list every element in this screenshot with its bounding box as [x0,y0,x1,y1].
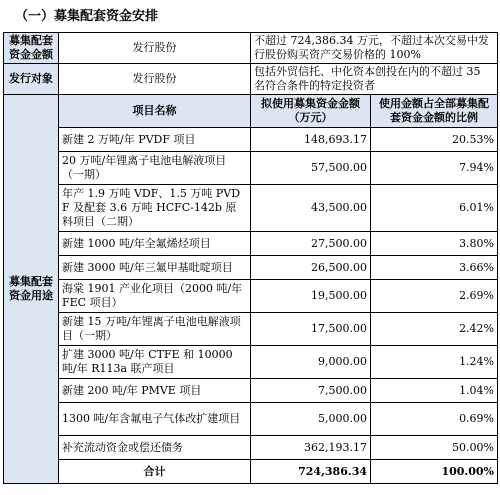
project-name: 新建 15 万吨/年锂离子电池电解液项目（一期） [59,313,251,346]
row-fund-amount [4,33,498,64]
table-row [4,152,498,185]
project-ratio: 7.94% [371,152,498,185]
category-issue-target: 发行股份 [59,64,251,95]
table-row [4,379,498,403]
table-row [4,256,498,280]
project-name: 新建 200 吨/年 PMVE 项目 [59,379,251,403]
project-amount: 7,500.00 [251,379,371,403]
project-ratio: 50.00% [371,436,498,460]
table-row [4,436,498,460]
description-issue-target: 包括外贸信托、中化资本创投在内的不超过 35 名符合条件的特定投资者 [251,64,498,95]
project-ratio: 3.66% [371,256,498,280]
project-amount: 9,000.00 [251,346,371,379]
project-ratio: 1.24% [371,346,498,379]
project-amount: 27,500.00 [251,232,371,256]
project-ratio: 0.69% [371,403,498,436]
project-name: 年产 1.9 万吨 VDF、1.5 万吨 PVDF 及配套 3.6 万吨 HCFC-142b 原料项目（二期） [59,185,251,232]
usage-header-row [4,95,498,128]
section-title: （一）募集配套资金安排 [15,9,159,24]
project-amount: 57,500.00 [251,152,371,185]
project-name: 海棠 1901 产业化项目（2000 吨/年 FEC 项目） [59,280,251,313]
row-issue-target [4,64,498,95]
total-row [4,460,498,484]
table-row [4,403,498,436]
category-fund-amount: 发行股份 [59,33,251,64]
table-row [4,185,498,232]
project-name: 扩建 3000 吨/年 CTFE 和 10000 吨/年 R113a 联产项目 [59,346,251,379]
table-row [4,313,498,346]
label-issue-target: 发行对象 [4,64,59,95]
project-amount: 43,500.00 [251,185,371,232]
project-amount: 17,500.00 [251,313,371,346]
project-amount: 26,500.00 [251,256,371,280]
total-amount: 724,386.34 [251,460,371,484]
project-ratio: 2.42% [371,313,498,346]
project-name: 20 万吨/年锂离子电池电解液项目（一期） [59,152,251,185]
table-row [4,232,498,256]
label-fund-amount: 募集配套资金金额 [4,33,59,64]
project-ratio: 20.53% [371,128,498,152]
project-name: 新建 1000 吨/年全氟烯烃项目 [59,232,251,256]
project-ratio: 2.69% [371,280,498,313]
project-ratio: 1.04% [371,379,498,403]
project-amount: 5,000.00 [251,403,371,436]
header-ratio: 使用金额占全部募集配套资金金额的比例 [371,95,498,128]
table-row [4,346,498,379]
project-amount: 362,193.17 [251,436,371,460]
project-name: 新建 2 万吨/年 PVDF 项目 [59,128,251,152]
label-fund-usage: 募集配套资金用途 [4,95,59,484]
total-ratio: 100.00% [371,460,498,484]
project-name: 1300 吨/年含氟电子气体改扩建项目 [59,403,251,436]
header-project-name: 项目名称 [59,95,251,128]
table-row [4,128,498,152]
project-amount: 19,500.00 [251,280,371,313]
project-name: 新建 3000 吨/年三氟甲基吡啶项目 [59,256,251,280]
header-amount: 拟使用募集资金金额（万元） [251,95,371,128]
table-row [4,280,498,313]
project-amount: 148,693.17 [251,128,371,152]
fund-arrangement-table [3,32,498,484]
project-ratio: 3.80% [371,232,498,256]
total-label: 合计 [59,460,251,484]
project-name: 补充流动资金或偿还债务 [59,436,251,460]
description-fund-amount: 不超过 724,386.34 万元，不超过本次交易中发行股份购买资产交易价格的 100% [251,33,498,64]
project-ratio: 6.01% [371,185,498,232]
